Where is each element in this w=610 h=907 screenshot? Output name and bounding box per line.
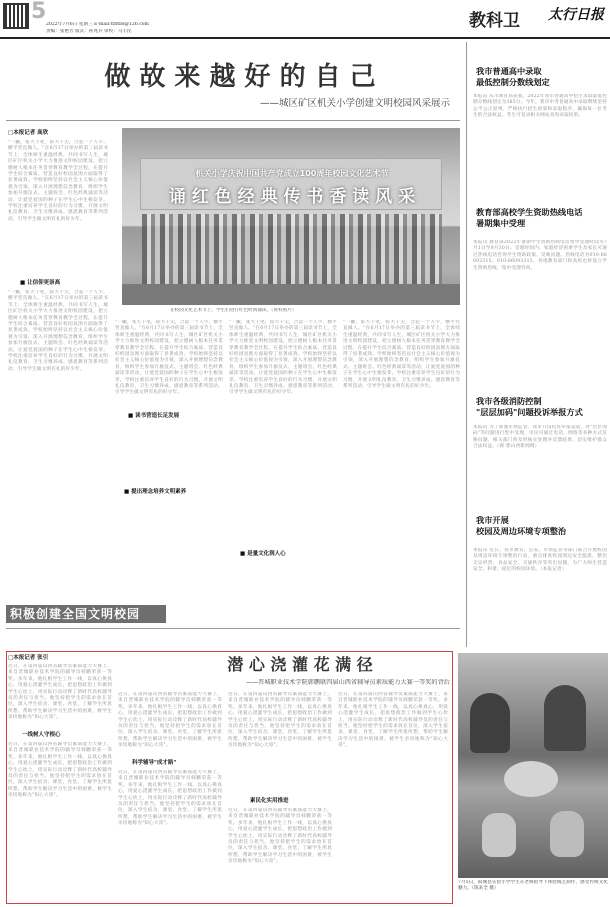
photo-stage (122, 284, 460, 305)
photo-pottery-bowl (504, 761, 558, 797)
photo-pottery-vase (482, 813, 516, 857)
photo-banner-line2: 诵 红 色 经 典 传 书 香 读 风 采 (168, 187, 416, 207)
bottom-body-col1b: 近日，在第四届山西省辅导员素质能力大赛上，来自晋城职业技术学院的辅导员韩鹏荣获一等奖。多年来，他扎根学生工作一线，以真心换真心，用爱心浇灌学生成长，把思想政治工作做到学生心坎上，用实际行动诠释了新时代高校辅导员的责任与担当。他坚持把学生的需求放在首位，深入学生宿舍、课堂、食堂，了解学生所思所想，帮助学生解决学习生活中的困难，被学生亲切地称为"知心大哥"。 (8, 742, 112, 799)
story1-body: 本报讯 从市教育局获悉，2022年我市普通高中招生录取最低控制分数线划定为385分。今年，我市中考普通高中录取继续坚持公平公正原则，严格执行招生政策和录取程序，确保每一位考生的合法权益。考生可登录相关网站查询录取结果。 (473, 94, 607, 119)
subhead-4: ■ 是量文化润人心 (240, 551, 286, 557)
paper-name: 太行日报 (548, 7, 604, 23)
bottom-body-col3b: 近日，在第四届山西省辅导员素质能力大赛上，来自晋城职业技术学院的辅导员韩鹏荣获一等奖。多年来，他扎根学生工作一线，以真心换真心，用爱心浇灌学生成长，把思想政治工作做到学生心坎上，用实际行动诠释了新时代高校辅导员的责任与担当。他坚持把学生的需求放在首位，深入学生宿舍、课堂、食堂，了解学生所思所想，帮助学生解决学习生活中的困难，被学生亲切地称为"知心大哥"。 (228, 808, 332, 865)
main-subtitle: ——城区矿区机关小学创建文明校园风采展示 (259, 98, 450, 109)
bottom-subtitle: ——晋城职业技术学院韩鹏联四届山西省辅导员素质能力大赛一等奖的背后 (245, 679, 450, 686)
bottom-title: 潜 心 浇 灌 花 满 径 (227, 655, 373, 674)
main-body-col3: "一撇，张大干笔，捺大干尖，合起一个人字，横平竖直做人。"在6月17日举办的第三届读书节上，全体师生重温经典，共同书写人生，城区矿区机关小学大力推进文明校园建设，把立德树人根本任务贯穿教育教学全过程，在提升学生综合素质、营造良好校园氛围方面取得了显著成效。学校始终坚持以社会主义核心价值观为引领，深入开展理想信念教育，组织学生参加升旗仪式、主题班会、红色经典诵读等活动，让爱党爱国的种子在学生心中生根发芽。学校注重培养学生良好的行为习惯，开展文明礼仪教育、卫生习惯养成、感恩教育等系列活动，引导学生做文明有礼的好少年。 (229, 320, 337, 396)
photo-banner-line1: 机关小学庆祝中国共产党成立100周年校园文化艺术节 (195, 169, 389, 178)
bottom-body-col3: 近日，在第四届山西省辅导员素质能力大赛上，来自晋城职业技术学院的辅导员韩鹏荣获一等奖。多年来，他扎根学生工作一线，以真心换真心，用爱心浇灌学生成长，把思想政治工作做到学生心坎上，用实际行动诠释了新时代高校辅导员的责任与担当。他坚持把学生的需求放在首位，深入学生宿舍、课堂、食堂，了解学生所思所想，帮助学生解决学习生活中的困难，被学生亲切地称为"知心大哥"。 (228, 692, 332, 749)
bottom-subhead-2: 科学辅导"成才路" (132, 760, 177, 766)
bottom-subhead-3: 素民化实用推进 (250, 798, 289, 804)
editor-line: 责编：张艳芳 版式：孙兆兵 审校：马丰民 (46, 29, 132, 34)
story4-title: 我市开展 校园及周边环境专项整治 (476, 515, 567, 536)
main-byline: □本报记者 高欣 (8, 130, 49, 136)
photo-caption: 在校园文化艺术节上，学生们进行红色经典诵读。（资料照片） (170, 308, 297, 313)
photo-child-right (544, 685, 586, 751)
pottery-photo-caption: 7月5日，阳城县实验小学学生在老师指导下体验陶艺制作，感受传统文化魅力。（陈来全 摄） (458, 880, 608, 892)
bottom-body-col2: 近日，在第四届山西省辅导员素质能力大赛上，来自晋城职业技术学院的辅导员韩鹏荣获一等奖。多年来，他扎根学生工作一线，以真心换真心，用爱心浇灌学生成长，把思想政治工作做到学生心坎上，用实际行动诠释了新时代高校辅导员的责任与担当。他坚持把学生的需求放在首位，深入学生宿舍、课堂、食堂，了解学生所思所想，帮助学生解决学习生活中的困难，被学生亲切地称为"知心大哥"。 (118, 692, 222, 749)
story3-title: 我市各级消防控制 "层层加码"问题投诉举报方式 (476, 396, 583, 417)
photo-child-left (470, 693, 510, 753)
photo-pottery-vase-2 (550, 811, 584, 857)
story2-body: 本报讯 教育部2022年暑期学生资助热线电话集中受理时间为7月1日至9月30日。受理时间内，家庭经济困难学生及家长可通过热线电话咨询学生资助政策、反映问题。热线电话为010-66092315、010-66093315。各地教育部门和高校也将设立学生资助热线，集中受理咨询。 (473, 240, 607, 271)
section-name: 教科卫 (469, 11, 520, 31)
stamp-text: 积极创建全国文明校园 (10, 607, 141, 621)
bottom-body-col1: 近日，在第四届山西省辅导员素质能力大赛上，来自晋城职业技术学院的辅导员韩鹏荣获一等奖。多年来，他扎根学生工作一线，以真心换真心，用爱心浇灌学生成长，把思想政治工作做到学生心坎上，用实际行动诠释了新时代高校辅导员的责任与担当。他坚持把学生的需求放在首位，深入学生宿舍、课堂、食堂，了解学生所思所想，帮助学生解决学习生活中的困难，被学生亲切地称为"知心大哥"。 (8, 664, 112, 721)
pottery-photo (458, 653, 608, 878)
subhead-1: ■ 让信仰更崇高 (20, 280, 61, 286)
main-body-col1-top: "一撇，张大干笔，捺大干尖，合起一个人字，横平竖直做人。"在6月17日举办的第三届读书节上，全体师生重温经典，共同书写人生，城区矿区机关小学大力推进文明校园建设，把立德树人根本任务贯穿教育教学全过程，在提升学生综合素质、营造良好校园氛围方面取得了显著成效。学校始终坚持以社会主义核心价值观为引领，深入开展理想信念教育，组织学生参加升旗仪式、主题班会、红色经典诵读等活动，让爱党爱国的种子在学生心中生根发芽。学校注重培养学生良好的行为习惯，开展文明礼仪教育、卫生习惯养成、感恩教育等系列活动，引导学生做文明有礼的好少年。 (8, 140, 108, 222)
main-bottom-rule (6, 628, 460, 629)
main-body-col4: "一撇，张大干笔，捺大干尖，合起一个人字，横平竖直做人。"在6月17日举办的第三届读书节上，全体师生重温经典，共同书写人生，城区矿区机关小学大力推进文明校园建设，把立德树人根本任务贯穿教育教学全过程，在提升学生综合素质、营造良好校园氛围方面取得了显著成效。学校始终坚持以社会主义核心价值观为引领，深入开展理想信念教育，组织学生参加升旗仪式、主题班会、红色经典诵读等活动，让爱党爱国的种子在学生心中生根发芽。学校注重培养学生良好的行为习惯，开展文明礼仪教育、卫生习惯养成、感恩教育等系列活动，引导学生做文明有礼的好少年。 (343, 320, 460, 390)
story1-title: 我市普通高中录取 最低控制分数线划定 (476, 66, 550, 87)
bottom-byline: □本报记者 张引 (8, 655, 49, 661)
bottom-subhead-1: 一线树人守根心 (22, 732, 61, 738)
subhead-3: ■ 提出理念培养文明素养 (124, 489, 187, 495)
story4-body: 本报讯 近日，我市教育、公安、市场监管等部门联合开展校园及周边环境专项整治行动，重点排查校园周边安全隐患，整治无证经营、食品安全、交通秩序等突出问题，为广大师生营造安全、和谐、稳定的校园环境。（本报记者） (473, 548, 607, 573)
qr-code-icon (3, 3, 29, 29)
main-body-col2: "一撇，张大干笔，捺大干尖，合起一个人字，横平竖直做人。"在6月17日举办的第三届读书节上，全体师生重温经典，共同书写人生，城区矿区机关小学大力推进文明校园建设，把立德树人根本任务贯穿教育教学全过程，在提升学生综合素质、营造良好校园氛围方面取得了显著成效。学校始终坚持以社会主义核心价值观为引领，深入开展理想信念教育，组织学生参加升旗仪式、主题班会、红色经典诵读等活动，让爱党爱国的种子在学生心中生根发芽。学校注重培养学生良好的行为习惯，开展文明礼仪教育、卫生习惯养成、感恩教育等系列活动，引导学生做文明有礼的好少年。 (115, 320, 223, 396)
story2-title: 教育部高校学生资助热线电话 暑期集中受理 (476, 207, 583, 228)
main-photo (122, 128, 460, 305)
bottom-body-col2b: 近日，在第四届山西省辅导员素质能力大赛上，来自晋城职业技术学院的辅导员韩鹏荣获一等奖。多年来，他扎根学生工作一线，以真心换真心，用爱心浇灌学生成长，把思想政治工作做到学生心坎上，用实际行动诠释了新时代高校辅导员的责任与担当。他坚持把学生的需求放在首位，深入学生宿舍、课堂、食堂，了解学生所思所想，帮助学生解决学习生活中的困难，被学生亲切地称为"知心大哥"。 (118, 770, 222, 827)
masthead-rule (0, 37, 610, 39)
photo-students (142, 214, 442, 284)
page-number: 5 (31, 0, 47, 24)
story3-body: 本报讯 为了加强市场监管，我市开设投诉举报渠道，对"层层加码"等问题进行集中受理，市民可通过电话、网络等多种方式反映问题，相关部门将及时核实处理并反馈结果，切实维护群众合法权益。（韩 郭山西新闻网） (473, 425, 607, 450)
main-title: 做 故 来 越 好 的 自 己 (104, 62, 376, 92)
column-divider (466, 42, 467, 647)
bottom-body-col4: 近日，在第四届山西省辅导员素质能力大赛上，来自晋城职业技术学院的辅导员韩鹏荣获一等奖。多年来，他扎根学生工作一线，以真心换真心，用爱心浇灌学生成长，把思想政治工作做到学生心坎上，用实际行动诠释了新时代高校辅导员的责任与担当。他坚持把学生的需求放在首位，深入学生宿舍、课堂、食堂，了解学生所思所想，帮助学生解决学习生活中的困难，被学生亲切地称为"知心大哥"。 (338, 692, 448, 749)
date-line: 2022年7月6日 星期三 E-mail:tthtbs@126.com (46, 22, 149, 27)
subhead-2: ■ 读书营造长足发展 (128, 413, 180, 419)
title-divider (6, 120, 460, 121)
main-body-col1-bottom: "一撇，张大干笔，捺大干尖，合起一个人字，横平竖直做人。"在6月17日举办的第三届读书节上，全体师生重温经典，共同书写人生，城区矿区机关小学大力推进文明校园建设，把立德树人根本任务贯穿教育教学全过程，在提升学生综合素质、营造良好校园氛围方面取得了显著成效。学校始终坚持以社会主义核心价值观为引领，深入开展理想信念教育，组织学生参加升旗仪式、主题班会、红色经典诵读等活动，让爱党爱国的种子在学生心中生根发芽。学校注重培养学生良好的行为习惯，开展文明礼仪教育、卫生习惯养成、感恩教育等系列活动，引导学生做文明有礼的好少年。 (8, 290, 108, 372)
